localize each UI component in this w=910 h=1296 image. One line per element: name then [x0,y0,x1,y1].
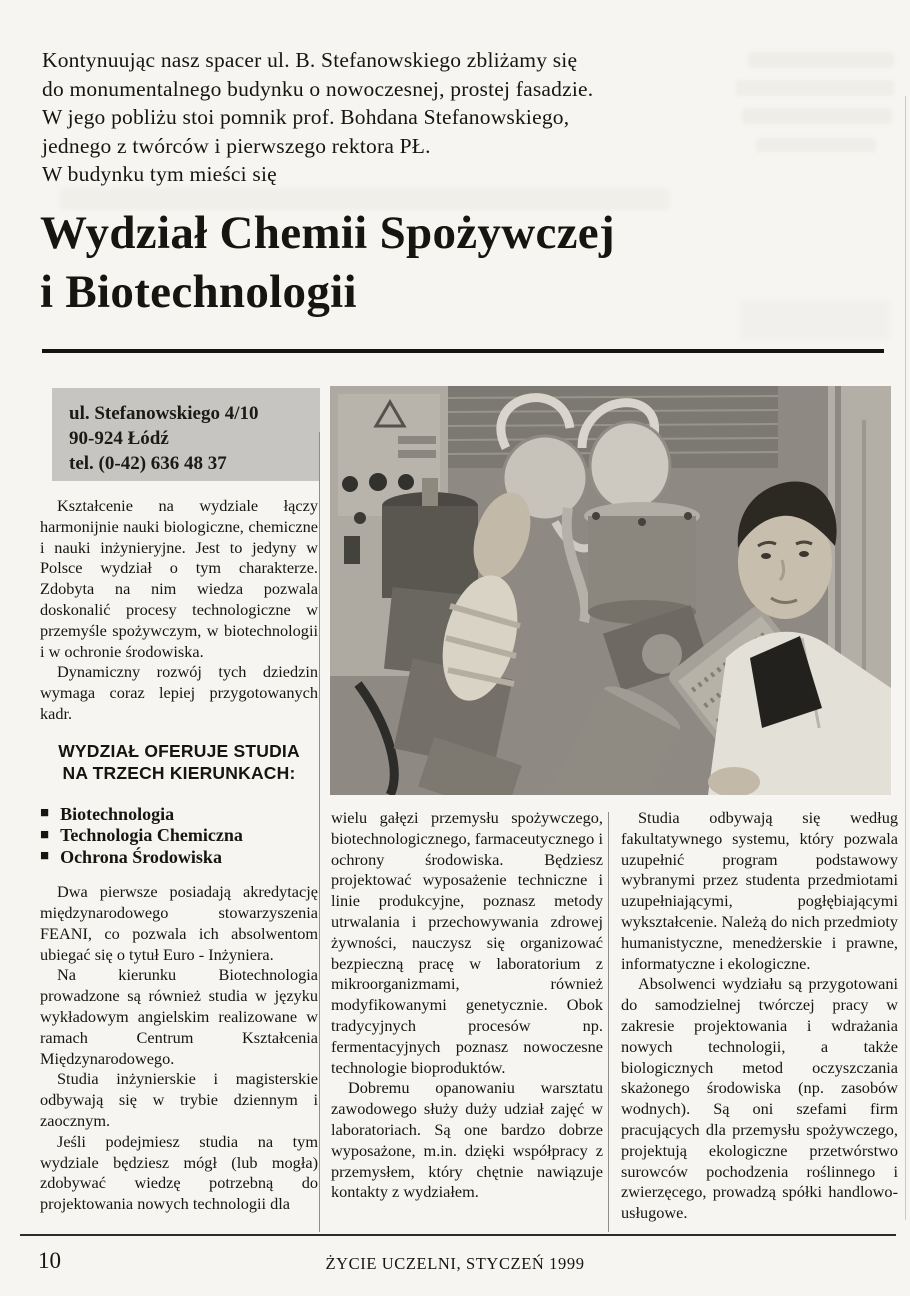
bleed-through-ghost [740,300,890,340]
programs-heading [40,740,318,784]
address-phone: tel. (0-42) 636 48 37 [69,453,227,474]
bleed-through-ghost [736,80,894,96]
page-title [40,204,615,322]
lab-photo-illustration [330,386,891,795]
square-bullet-icon: ■ [40,848,50,865]
body-paragraph: Na kierunku Biotechnologia prowadzone są również studia w języku wykładowym angielskim realizowane w ramach Centrum Kształcenia Międzynarodowego. [40,965,318,1068]
square-bullet-icon: ■ [40,805,50,822]
intro-line: do monumentalnego budynku o nowoczesnej, prostej fasadzie. [42,76,594,101]
journal-title: ŻYCIE UCZELNI, STYCZEŃ 1999 [325,1254,585,1273]
body-paragraph: Jeśli podejmiesz studia na tym wydziale będziesz mógł (lub mogła) zdobywać wiedzę potrzebną do projektowania nowych technologii dla [40,1131,318,1214]
square-bullet-icon: ■ [40,826,50,843]
footer-rule [20,1234,896,1236]
address-city: 90-924 Łódź [69,428,169,449]
programs-heading-line: NA TRZECH KIERUNKACH: [62,762,296,783]
body-paragraph: Studia odbywają się według fakultatywnego systemu, który pozwala uzupełnić program podstawowy wybranymi przez studenta przedmiotami uzupełniającymi, pogłębiającymi wykształcenie. Należą do nich przedmioty humanistyczne, menedżerskie i prawne, informatyczne i ekologiczne. [621,808,898,973]
bleed-through-ghost [748,52,894,68]
page-title-line: i Biotechnologii [40,266,357,318]
program-label: Ochrona Środowiska [60,846,222,867]
intro-line: W budynku tym mieści się [42,162,277,187]
programs-heading-line: WYDZIAŁ OFERUJE STUDIA [58,740,300,761]
page-title-line: Wydział Chemii Spożywczej [40,207,615,259]
body-paragraph: Absolwenci wydziału są przygotowani do samodzielnej twórczej pracy w zakresie projektowania i wdrażania nowych technologii, a także biologicznych metod oczyszczania skażonego środowiska (np. zasobów wodnych). Są oni szefami firm pracujących dla przemysłu spożywczego, projektują ekologiczne przetwórstwo surowców pochodzenia roślinnego i zwierzęcego, prowadzą spółki handlowo-usługowe. [621,974,898,1223]
programs-list [40,804,318,869]
middle-column [331,808,603,1234]
body-paragraph: Kształcenie na wydziale łączy harmonijnie nauki biologiczne, chemiczne i nauki inżynieryjne. Jest to jedyny w Polsce wydział o tym charakterze. Zdobyta na nim wiedza pozwala doskonalić procesy technologiczne w przemyśle spożywczym, w biotechnologii i w ochronie środowiska. [40,496,318,661]
body-paragraph: Dwa pierwsze posiadają akredytację międzynarodowego stowarzyszenia FEANI, co pozwala ich absolwentom ubiegać się o tytuł Euro - Inżyniera. [40,882,318,964]
title-rule [42,349,884,353]
left-column [40,496,318,1236]
intro-line: Kontynuując nasz spacer ul. B. Stefanowskiego zbliżamy się [42,48,578,72]
body-paragraph: Dobremu opanowaniu warsztatu zawodowego służy duży udział zajęć w laboratoriach. Są one bardzo dobrze wyposażone, m.in. dzięki współpracy z przemysłem, który chętnie nawiązuje kontakty z wydziałem. [331,1078,603,1202]
address-box [52,388,320,481]
program-label: Biotechnologia [60,803,175,824]
body-paragraph: Dynamiczny rozwój tych dziedzin wymaga coraz lepiej przygotowanych kadr. [40,662,318,723]
address-street: ul. Stefanowskiego 4/10 [69,403,259,424]
page-number: 10 [38,1248,61,1273]
list-item [40,847,318,869]
column-divider [608,812,609,1232]
column-divider [319,432,320,1232]
body-paragraph: wielu gałęzi przemysłu spożywczego, biotechnologicznego, farmaceutycznego i ochrony środowiska. Będziesz projektować wyposażenie techniczne i linie produkcyjne, poznasz metody utrwalania i przechowywania zdrowej żywności, nauczysz się organizować bezpieczną pracę w laboratorium z mikroorganizmami, również modyfikowanymi genetycznie. Obok tradycyjnych procesów np. fermentacyjnych poznasz nowoczesne technologie bioproduktów. [331,808,603,1077]
intro-line: jednego z twórców i pierwszego rektora PŁ. [42,133,431,158]
bleed-through-ghost [756,138,876,152]
body-paragraph: Studia inżynierskie i magisterskie odbywają się w trybie dziennym i zaocznym. [40,1069,318,1131]
bleed-through-ghost [742,108,892,124]
page-edge-line [905,96,906,1220]
faculty-photo [330,386,891,795]
right-column [621,808,898,1234]
intro-paragraph [42,46,593,189]
list-item [40,825,318,847]
list-item [40,804,318,826]
program-label: Technologia Chemiczna [60,825,243,846]
intro-line: W jego pobliżu stoi pomnik prof. Bohdana Stefanowskiego, [42,105,570,130]
